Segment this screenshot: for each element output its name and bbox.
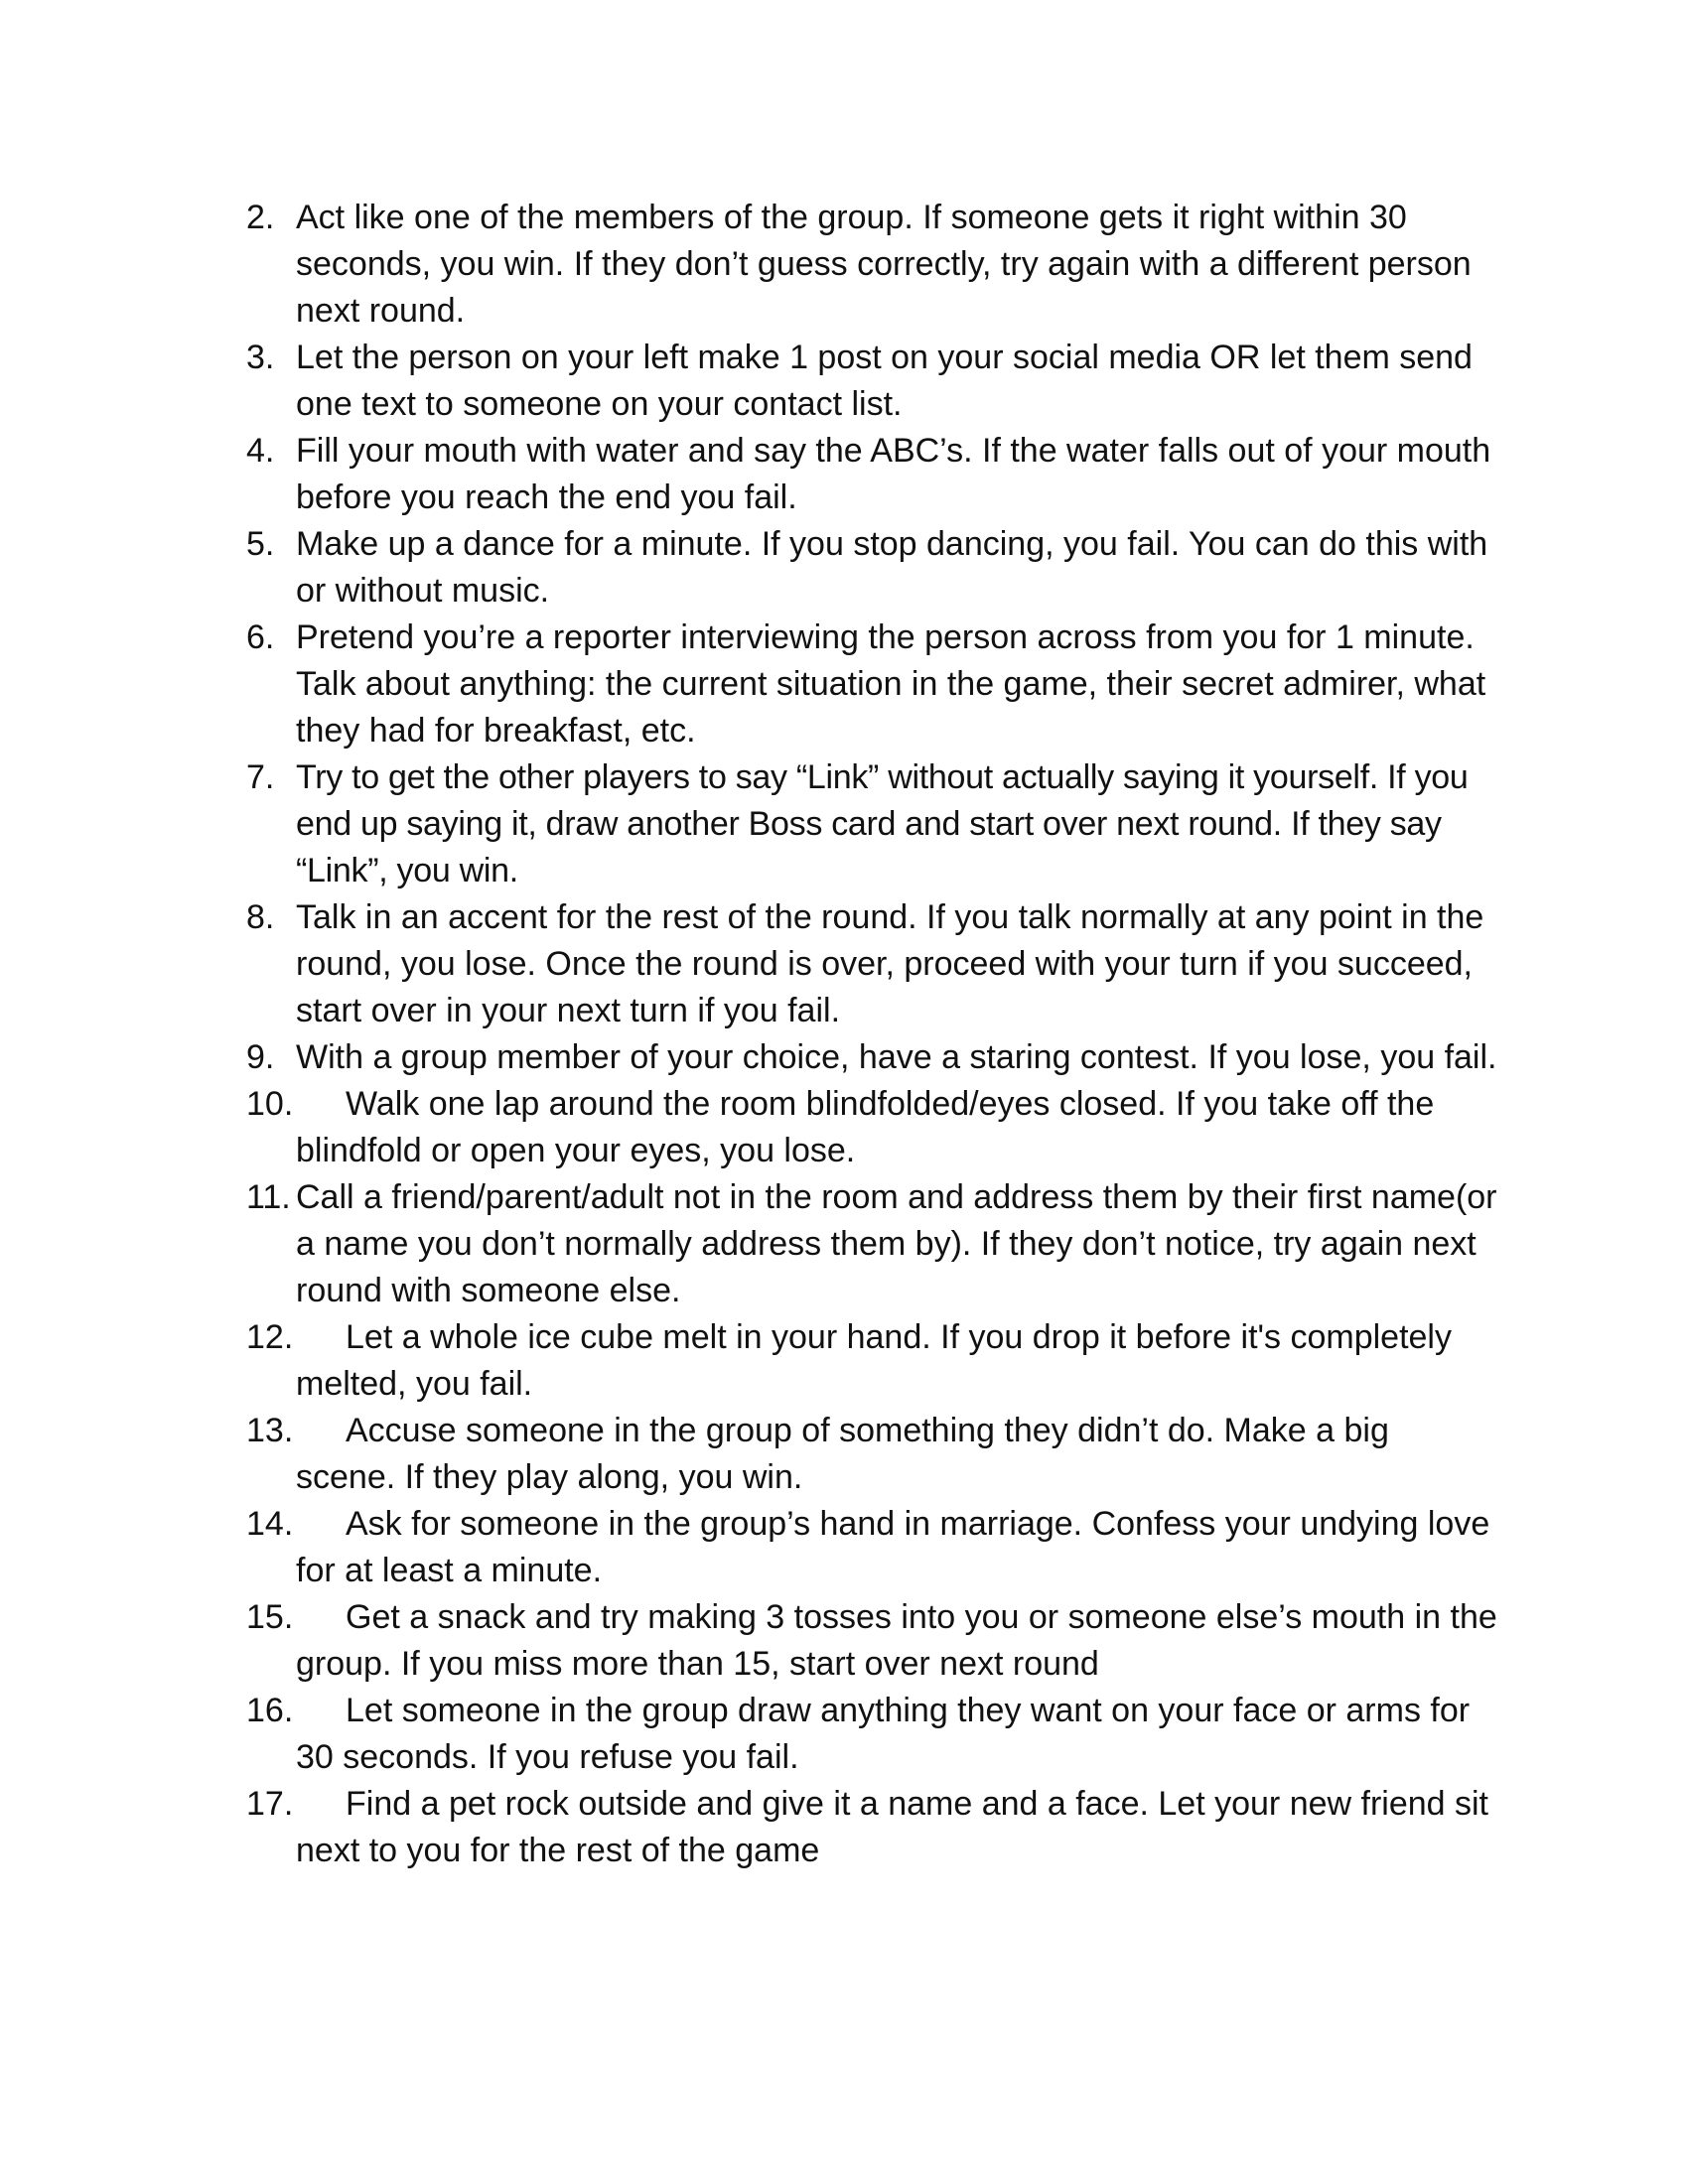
list-item-number: 6. xyxy=(246,618,275,656)
list-item-number: 8. xyxy=(246,898,275,936)
list-item-text: Ask for someone in the group’s hand in marriage. Confess your undying love for at least a minute. xyxy=(296,1505,1490,1589)
list-item-number: 13. xyxy=(246,1412,294,1449)
list-item xyxy=(246,428,1497,521)
list-item-number: 16. xyxy=(246,1692,294,1729)
list-item-number: 5. xyxy=(246,525,275,563)
list-item-text: Try to get the other players to say “Link” without actually saying it yourself. If you end up saying it, draw another Boss card and start over next round. If they say “Link”, you win. xyxy=(296,758,1469,889)
list-item xyxy=(246,754,1497,894)
list-item-text: Find a pet rock outside and give it a name and a face. Let your new friend sit next to you for the rest of the game xyxy=(296,1785,1489,1869)
list-item xyxy=(246,1781,1497,1874)
list-item-text: Let the person on your left make 1 post on your social media OR let them send one text to someone on your contact list. xyxy=(296,339,1473,423)
list-item-text: Pretend you’re a reporter interviewing the person across from you for 1 minute. Talk about anything: the current situation in the game, their secret admirer, what they had for breakfast, etc. xyxy=(296,618,1486,750)
list-item-number: 10. xyxy=(246,1085,294,1123)
list-item xyxy=(246,1034,1497,1081)
list-item-number: 17. xyxy=(246,1785,294,1823)
list-item xyxy=(246,195,1497,335)
list-item-text: Let someone in the group draw anything they want on your face or arms for 30 seconds. If you refuse you fail. xyxy=(296,1692,1471,1776)
list-item-text: Act like one of the members of the group. If someone gets it right within 30 seconds, you win. If they don’t guess correctly, try again with a different person next round. xyxy=(296,199,1472,330)
list-item xyxy=(246,1081,1497,1174)
list-item xyxy=(246,894,1497,1034)
list-item-text: Talk in an accent for the rest of the round. If you talk normally at any point in the round, you lose. Once the round is over, proceed with your turn if you succeed, start over in your next turn if you fail. xyxy=(296,898,1484,1029)
list-item-number: 3. xyxy=(246,339,275,376)
list-item xyxy=(246,1408,1497,1501)
list-item xyxy=(246,335,1497,428)
list-item-number: 14. xyxy=(246,1505,294,1543)
list-item-text: Get a snack and try making 3 tosses into you or someone else’s mouth in the group. If you miss more than 15, start over next round xyxy=(296,1598,1497,1683)
list-item-text: Walk one lap around the room blindfolded/eyes closed. If you take off the blindfold or open your eyes, you lose. xyxy=(296,1085,1435,1169)
list-item-number: 7. xyxy=(246,758,275,796)
list-item-number: 9. xyxy=(246,1038,275,1076)
list-item-number: 11. xyxy=(246,1178,291,1216)
list-item xyxy=(246,1501,1497,1594)
list-item-number: 15. xyxy=(246,1598,294,1636)
list-item xyxy=(246,1688,1497,1781)
list-item-number: 12. xyxy=(246,1318,294,1356)
challenge-list xyxy=(246,195,1497,1874)
list-item-text: Fill your mouth with water and say the ABC’s. If the water falls out of your mouth before you reach the end you fail. xyxy=(296,432,1491,516)
list-item-text: Call a friend/parent/adult not in the room and address them by their first name(or a name you don’t normally address them by). If they don’t notice, try again next round with someone else. xyxy=(296,1178,1497,1309)
list-item-text: Accuse someone in the group of something they didn’t do. Make a big scene. If they play along, you win. xyxy=(296,1412,1389,1496)
list-item xyxy=(246,1174,1497,1314)
list-item-text: With a group member of your choice, have a staring contest. If you lose, you fail. xyxy=(296,1038,1497,1076)
list-item xyxy=(246,1314,1497,1408)
list-item xyxy=(246,1594,1497,1688)
list-item-text: Make up a dance for a minute. If you stop dancing, you fail. You can do this with or without music. xyxy=(296,525,1488,610)
list-item-number: 4. xyxy=(246,432,275,470)
list-item xyxy=(246,614,1497,754)
list-item-number: 2. xyxy=(246,199,275,236)
list-item xyxy=(246,521,1497,614)
list-item-text: Let a whole ice cube melt in your hand. If you drop it before it's completely melted, you fail. xyxy=(296,1318,1452,1403)
